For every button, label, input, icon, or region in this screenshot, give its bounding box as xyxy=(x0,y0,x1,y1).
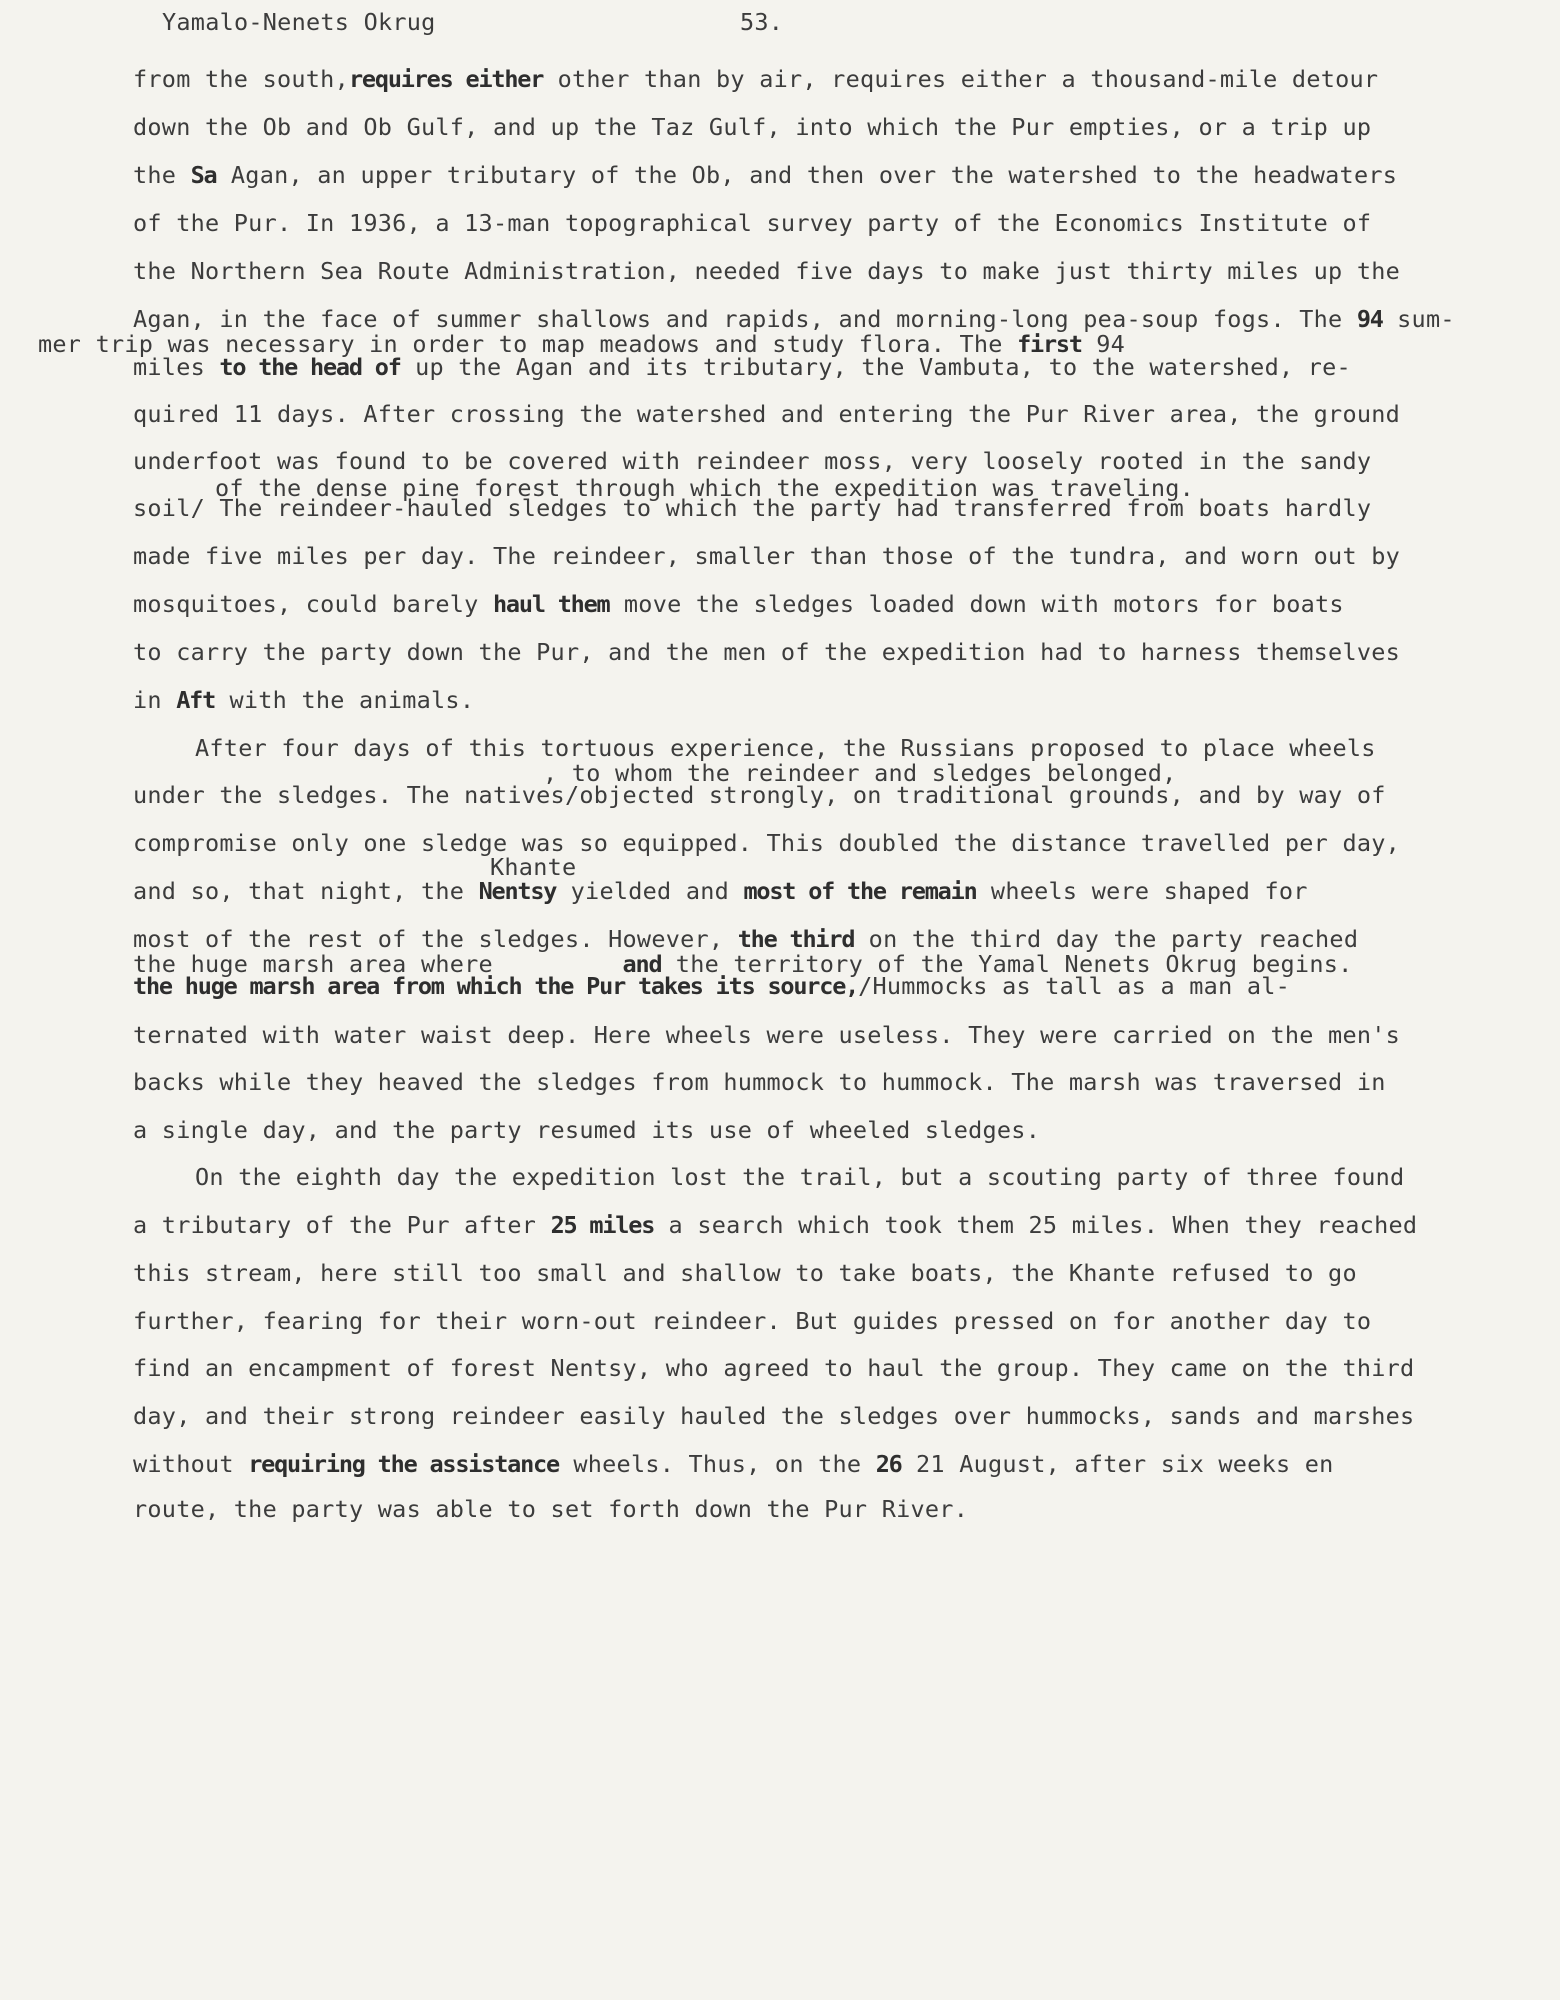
text-run: mer trip was necessary in order to map meadows and study flora. The xyxy=(38,330,1018,358)
text-run: soil/ The reindeer-hauled sledges to which the party had transferred from boats hardly xyxy=(133,494,1372,522)
text-run: After four days of this tortuous experience, the Russians proposed to place wheels xyxy=(195,734,1376,762)
struck-out-text: most of the remain xyxy=(743,877,977,905)
text-run: mosquitoes, could barely xyxy=(133,590,493,618)
text-run: day, and their strong reindeer easily hauled the sledges over hummocks, sands and marshes xyxy=(133,1402,1415,1430)
text-run: wheels. Thus, on the xyxy=(558,1450,876,1478)
text-run: further, fearing for their worn-out reindeer. But guides pressed on for another day to xyxy=(133,1307,1372,1335)
text-run: underfoot was found to be covered with reindeer moss, very loosely rooted in the sandy xyxy=(133,447,1372,475)
text-line xyxy=(133,1021,1400,1049)
struck-out-text: 25 miles xyxy=(550,1211,655,1239)
text-line xyxy=(133,161,1397,189)
text-run: /Hummocks as tall as a man al- xyxy=(858,972,1291,1000)
text-run: with the animals. xyxy=(215,686,475,714)
text-run: without xyxy=(133,1450,249,1478)
text-run: Khante xyxy=(490,853,577,881)
text-run: of the Pur. In 1936, a 13-man topographical survey party of the Economics Institute of xyxy=(133,209,1372,237)
text-line xyxy=(133,590,1344,618)
text-run: 21 August, after six weeks en xyxy=(901,1450,1334,1478)
text-run: the huge marsh area where xyxy=(133,950,623,978)
text-line xyxy=(133,209,1371,237)
text-run: miles xyxy=(133,353,220,381)
text-line xyxy=(133,1259,1357,1287)
text-run: , to whom the reindeer and sledges belonged, xyxy=(543,759,1177,787)
struck-out-text: the third xyxy=(737,925,855,953)
text-run: this stream, here still too small and shallow to take boats, the Khante refused to go xyxy=(133,1259,1357,1287)
text-line xyxy=(195,734,1376,762)
text-line xyxy=(133,1307,1371,1335)
text-line xyxy=(133,257,1400,285)
text-line xyxy=(133,1068,1386,1096)
text-run: a search which took them 25 miles. When they reached xyxy=(654,1211,1418,1239)
struck-out-text: haul them xyxy=(492,590,610,618)
text-line xyxy=(133,1402,1414,1430)
struck-out-text: 94 xyxy=(1356,305,1383,333)
text-line xyxy=(133,1495,968,1523)
text-run: under the sledges. The natives/objected strongly, on traditional grounds, and by way of xyxy=(133,781,1386,809)
text-line xyxy=(133,638,1400,666)
text-run: on the third day the party reached xyxy=(854,925,1359,953)
struck-out-text: the huge marsh area from which the Pur takes its source, xyxy=(133,972,859,1000)
text-line xyxy=(133,305,1455,333)
text-run: wheels were shaped for xyxy=(976,877,1308,905)
text-line xyxy=(133,1354,1414,1382)
struck-out-text: and xyxy=(622,950,662,978)
text-run: and so, that night, the xyxy=(133,877,479,905)
text-run: from the south, xyxy=(133,65,349,93)
text-run: down the Ob and Ob Gulf, and up the Taz Gulf, into which the Pur empties, or a trip up xyxy=(133,113,1372,141)
text-run: route, the party was able to set forth down the Pur River. xyxy=(133,1495,969,1523)
text-run: On the eighth day the expedition lost the trail, but a scouting party of three found xyxy=(195,1163,1405,1191)
text-line xyxy=(133,447,1371,475)
text-line xyxy=(133,353,1351,381)
text-run: compromise only one sledge was so equipped. This doubled the distance travelled per day, xyxy=(133,829,1401,857)
running-header-title: Yamalo-Nenets Okrug xyxy=(162,8,436,36)
text-run: most of the rest of the sledges. However, xyxy=(133,925,738,953)
text-run: of the dense pine forest through which the expedition was traveling. xyxy=(215,474,1195,502)
struck-out-text: Nentsy xyxy=(478,877,557,905)
text-line xyxy=(133,494,1371,522)
struck-out-text: requiring the assistance xyxy=(248,1450,559,1478)
text-run: quired 11 days. After crossing the watershed and entering the Pur River area, the ground xyxy=(133,400,1401,428)
struck-out-text: first xyxy=(1017,330,1082,358)
text-run: the Northern Sea Route Administration, needed five days to make just thirty miles up the xyxy=(133,257,1401,285)
text-run: the territory of the Yamal Nenets Okrug begins. xyxy=(661,950,1353,978)
text-line xyxy=(195,1163,1404,1191)
struck-out-text: Sa xyxy=(190,161,217,189)
text-line xyxy=(133,972,1290,1000)
text-line xyxy=(133,65,1378,93)
text-line xyxy=(133,877,1308,905)
text-run: ternated with water waist deep. Here wheels were useless. They were carried on the men's xyxy=(133,1021,1401,1049)
struck-out-text: to the head of xyxy=(219,353,401,381)
text-run: Agan, an upper tributary of the Ob, and then over the watershed to the headwaters xyxy=(216,161,1398,189)
text-run: up the Agan and its tributary, the Vambuta, to the watershed, re- xyxy=(400,353,1351,381)
text-line xyxy=(133,542,1400,570)
text-line xyxy=(133,686,474,714)
text-run: to carry the party down the Pur, and the men of the expedition had to harness themselves xyxy=(133,638,1401,666)
text-line xyxy=(133,781,1386,809)
text-run: Agan, in the face of summer shallows and rapids, and morning-long pea-soup fogs. The xyxy=(133,305,1357,333)
text-line xyxy=(133,925,1358,953)
text-run: the xyxy=(133,161,191,189)
text-run: other than by air, requires either a thousand-mile detour xyxy=(543,65,1379,93)
text-line xyxy=(133,400,1400,428)
text-run: yielded and xyxy=(556,877,744,905)
text-line xyxy=(133,829,1400,857)
text-run: backs while they heaved the sledges from hummock to hummock. The marsh was traversed in xyxy=(133,1068,1386,1096)
struck-out-text: 26 xyxy=(875,1450,902,1478)
text-line xyxy=(133,1211,1417,1239)
text-run: find an encampment of forest Nentsy, who agreed to haul the group. They came on the third xyxy=(133,1354,1415,1382)
text-run: in xyxy=(133,686,177,714)
text-run: made five miles per day. The reindeer, smaller than those of the tundra, and worn out by xyxy=(133,542,1401,570)
text-run: 94 xyxy=(1081,330,1126,358)
text-run: a single day, and the party resumed its use of wheeled sledges. xyxy=(133,1116,1041,1144)
text-line xyxy=(133,113,1371,141)
text-line xyxy=(133,1116,1040,1144)
text-line xyxy=(133,1450,1334,1478)
struck-out-text: requires either xyxy=(348,65,544,93)
text-run: a tributary of the Pur after xyxy=(133,1211,551,1239)
struck-out-text: Aft xyxy=(176,686,216,714)
text-run: move the sledges loaded down with motors for boats xyxy=(609,590,1344,618)
page-number: 53. xyxy=(740,8,784,36)
text-run: sum- xyxy=(1382,305,1455,333)
